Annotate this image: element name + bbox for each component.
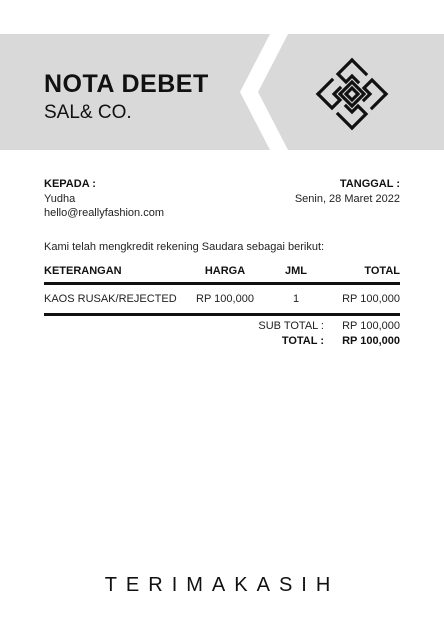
row-qty: 1 [292,293,300,305]
header-description: KETERANGAN [44,265,122,277]
row-total: RP 100,000 [342,293,400,305]
header-price: HARGA [204,265,246,277]
recipient-email: hello@reallyfashion.com [44,207,165,219]
table-row [44,293,400,311]
date-block [295,177,400,206]
closing-thanks: TERIMAKASIH [104,574,340,596]
recipient-block [44,177,164,221]
table-bottom-rule [44,313,400,316]
total-value: RP 100,000 [342,335,400,347]
recipient-name: Yudha [44,192,76,205]
recipient-label: KEPADA : [44,178,96,190]
document-title: NOTA DEBET [44,70,209,98]
date-label: TANGGAL : [339,178,400,190]
total-label: TOTAL : [281,335,324,347]
intro-text: Kami telah mengkredit rekening Saudara sebagai berikut: [44,241,325,253]
items-table [44,262,400,280]
subtotal-label: SUB TOTAL : [258,320,324,332]
table-header [44,262,400,280]
subtotal-value: RP 100,000 [342,320,400,332]
header-qty: JML [285,265,307,277]
date-value: Senin, 28 Maret 2022 [294,192,400,205]
header-total: TOTAL [364,265,400,277]
company-name: SAL& CO. [44,102,132,123]
geometric-knot-logo-icon [314,56,390,132]
row-price: RP 100,000 [196,293,254,305]
table-header-rule [44,282,400,285]
row-description: KAOS RUSAK/REJECTED [44,293,177,305]
